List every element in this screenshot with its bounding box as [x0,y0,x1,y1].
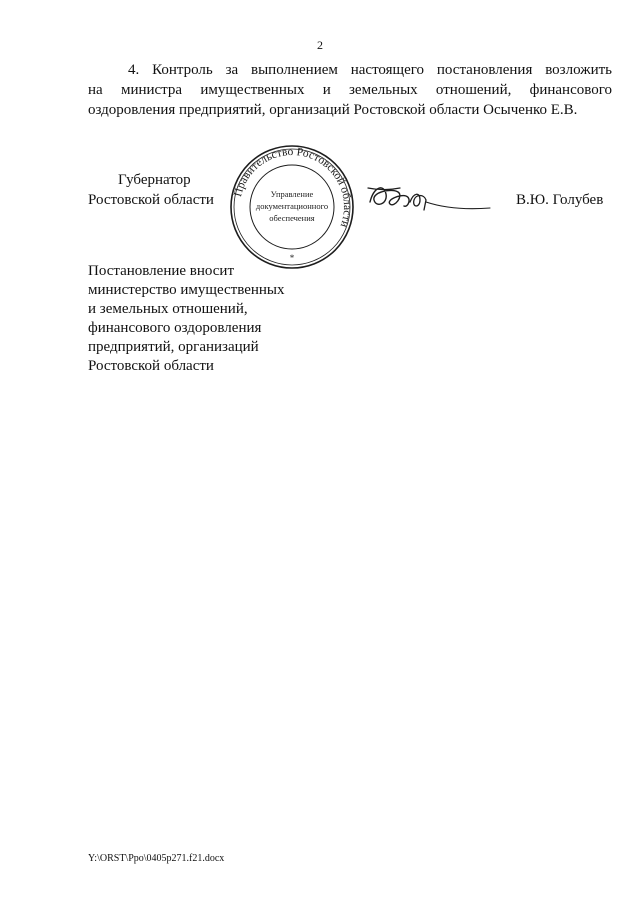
seal-inner-line-1: Управление [270,189,314,199]
seal-graphic [228,143,356,271]
submitter-note [88,262,318,376]
submitter-line-4: финансового оздоровления [88,320,262,336]
seal-inner-line-2: документационного [255,201,329,211]
submitter-line-2: министерство имущественных [88,282,285,298]
clause-line-2: на министра имущественных и земельных отношений, финансового [88,82,612,98]
signatory-title [88,170,214,210]
seal-outer-text: Правительство Ростовской области [232,145,354,229]
signatory-name: В.Ю. Голубев [516,192,604,208]
clause-line-1: 4. Контроль за выполнением настоящего постановления возложить [128,62,612,78]
submitter-line-1: Постановление вносит [88,263,235,279]
control-clause [88,60,612,120]
signatory-title-line-1: Губернатор [118,172,191,188]
seal-inner-line-3: обеспечения [269,213,315,223]
page-number: 2 [317,38,323,52]
seal-star-icon: * [289,253,295,263]
signatory-title-line-2: Ростовской области [88,192,214,208]
submitter-line-5: предприятий, организаций [88,339,259,355]
clause-line-3: оздоровления предприятий, организаций Ростовской области Осыченко Е.В. [88,102,578,118]
submitter-line-3: и земельных отношений, [88,301,248,317]
handwritten-signature [364,178,494,218]
footer-file-path: Y:\ORST\Ppo\0405p271.f21.docx [88,853,225,864]
official-seal [228,143,356,271]
submitter-line-6: Ростовской области [88,358,214,374]
